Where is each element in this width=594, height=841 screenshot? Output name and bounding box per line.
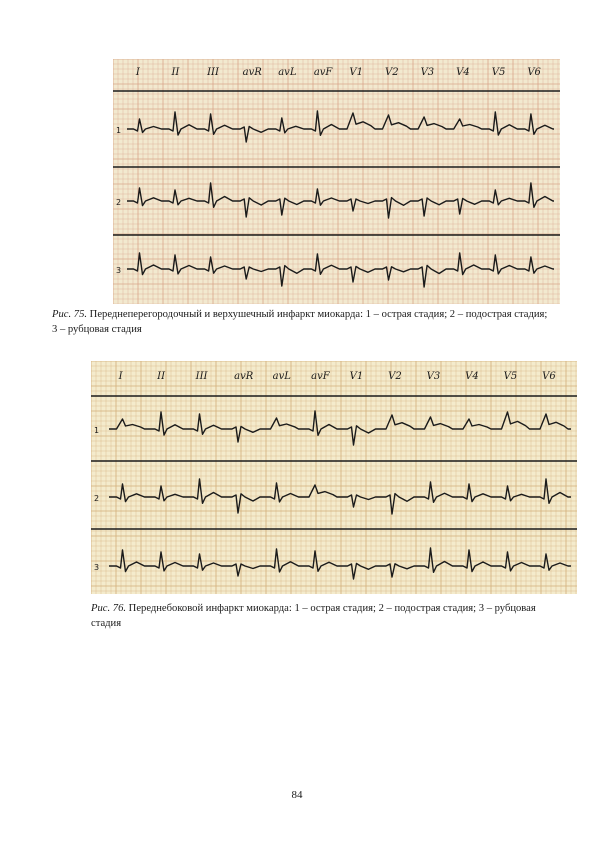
lead-label: V5	[503, 371, 518, 382]
lead-label: III	[207, 67, 219, 78]
lead-label: II	[171, 67, 180, 78]
lead-label: avF	[311, 371, 330, 382]
ecg-figure-76	[91, 361, 577, 594]
lead-label: avF	[313, 67, 333, 78]
lead-label: I	[118, 371, 123, 382]
lead-label: V6	[542, 371, 556, 382]
lead-label: V2	[384, 67, 399, 78]
ecg-chart-76	[91, 361, 577, 594]
lead-label: II	[157, 371, 166, 382]
lead-label: V2	[388, 371, 402, 382]
row-number: 3	[116, 266, 122, 275]
lead-label: V3	[420, 67, 435, 78]
lead-label: III	[195, 371, 208, 382]
lead-label: V1	[349, 371, 364, 382]
figure-76-caption	[91, 601, 561, 631]
lead-label: avR	[242, 67, 262, 78]
figure-75-label: Рис. 75.	[52, 309, 88, 320]
figure-76-label: Рис. 76.	[91, 603, 127, 614]
page-number: 84	[291, 789, 303, 801]
lead-label: avR	[234, 371, 254, 382]
ecg-figure-75	[113, 59, 560, 304]
lead-label: V3	[426, 371, 441, 382]
figure-76-text: Переднебоковой инфаркт миокарда: 1 – острая стадия; 2 – подострая стадия; 3 – рубцовая стадия	[91, 603, 536, 629]
lead-label: avL	[278, 67, 297, 78]
lead-label: V4	[456, 67, 470, 78]
row-number: 1	[116, 126, 122, 135]
lead-label: avL	[272, 371, 291, 382]
lead-label: V5	[491, 67, 506, 78]
lead-label: V4	[465, 371, 479, 382]
row-number: 1	[94, 426, 100, 435]
ecg-chart-75	[113, 59, 560, 304]
row-number: 2	[116, 198, 122, 207]
row-number: 2	[94, 494, 100, 503]
lead-label: I	[135, 67, 140, 78]
lead-label: V1	[349, 67, 363, 78]
row-number: 3	[94, 563, 100, 572]
figure-75-text: Переднеперегородочный и верхушечный инфаркт миокарда: 1 – острая стадия; 2 – подострая стадия; 3 – рубцовая стадия	[52, 309, 548, 335]
lead-label: V6	[527, 67, 541, 78]
figure-75-caption	[52, 307, 552, 337]
